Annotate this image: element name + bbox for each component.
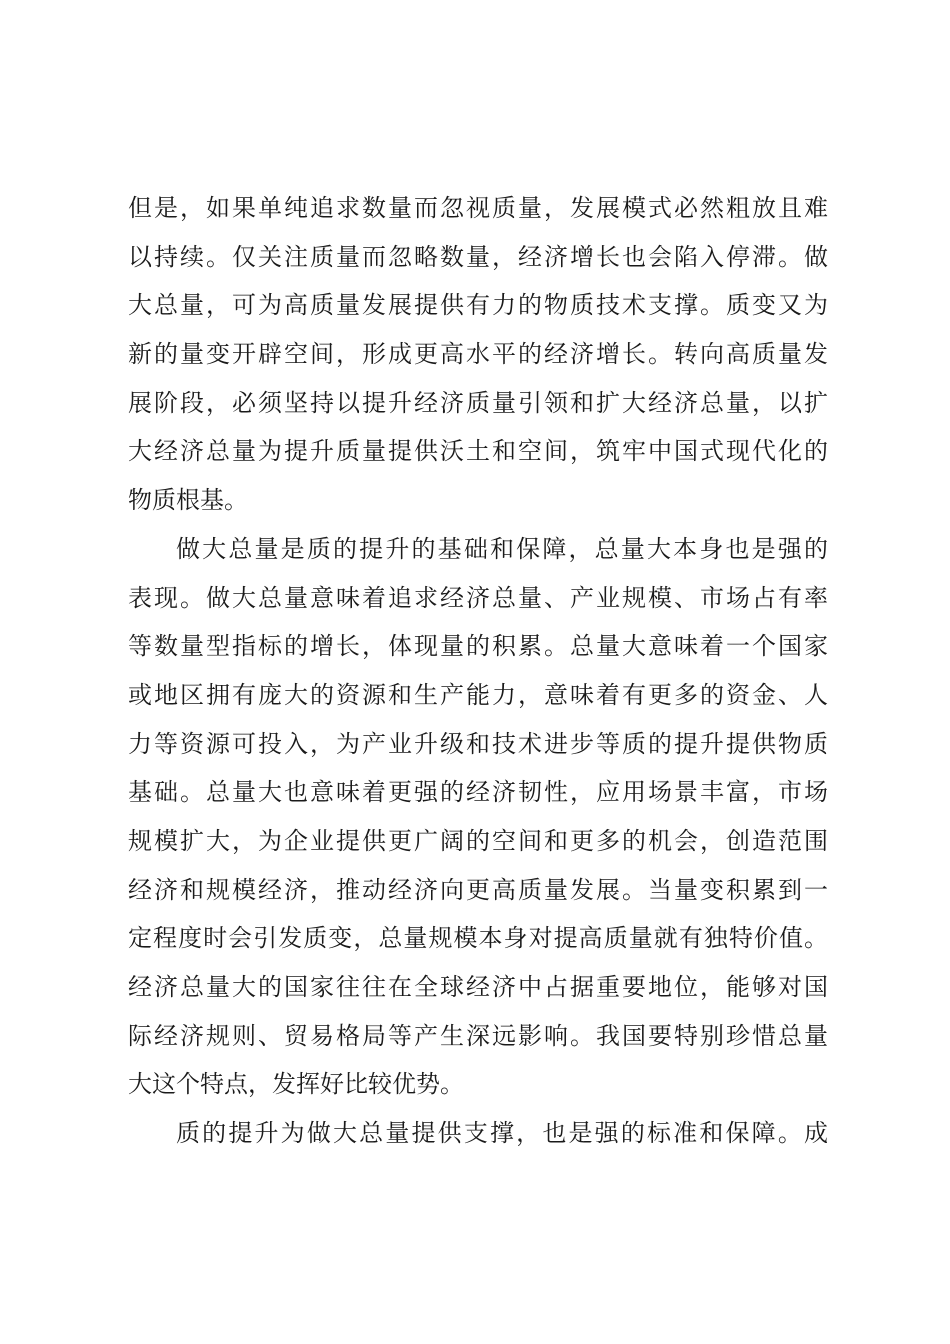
text-line: 物质根基。 [128,486,248,515]
text-line: 质的提升为做大总量提供支撑，也是强的标准和保障。成 [176,1119,828,1148]
text-line: 规模扩大，为企业提供更广阔的空间和更多的机会，创造范围 [128,826,828,855]
text-line: 大这个特点，发挥好比较优势。 [128,1070,464,1099]
text-line: 等数量型指标的增长，体现量的积累。总量大意味着一个国家 [128,632,828,661]
text-line: 大经济总量为提升质量提供沃土和空间，筑牢中国式现代化的 [128,437,828,466]
text-line: 经济总量大的国家往往在全球经济中占据重要地位，能够对国 [128,973,828,1001]
text-line: 力等资源可投入，为产业升级和技术进步等质的提升提供物质 [128,729,828,758]
text-line: 表现。做大总量意味着追求经济总量、产业规模、市场占有率 [128,583,828,612]
text-line: 际经济规则、贸易格局等产生深远影响。我国要特别珍惜总量 [128,1021,828,1050]
text-line: 展阶段，必须坚持以提升经济质量引领和扩大经济总量，以扩 [128,388,828,417]
text-line: 但是，如果单纯追求数量而忽视质量，发展模式必然粗放且难 [128,194,828,222]
text-line: 定程度时会引发质变，总量规模本身对提高质量就有独特价值。 [128,924,828,953]
text-line: 做大总量是质的提升的基础和保障，总量大本身也是强的 [176,534,828,563]
text-line: 经济和规模经济，推动经济向更高质量发展。当量变积累到一 [128,875,828,904]
body-text [128,184,828,1158]
text-line: 或地区拥有庞大的资源和生产能力，意味着有更多的资金、人 [128,680,828,709]
text-line: 以持续。仅关注质量而忽略数量，经济增长也会陷入停滞。做 [128,242,828,271]
text-line: 大总量，可为高质量发展提供有力的物质技术支撑。质变又为 [128,291,828,320]
text-line: 基础。总量大也意味着更强的经济韧性，应用场景丰富，市场 [128,778,828,807]
text-line: 新的量变开辟空间，形成更高水平的经济增长。转向高质量发 [128,340,828,369]
